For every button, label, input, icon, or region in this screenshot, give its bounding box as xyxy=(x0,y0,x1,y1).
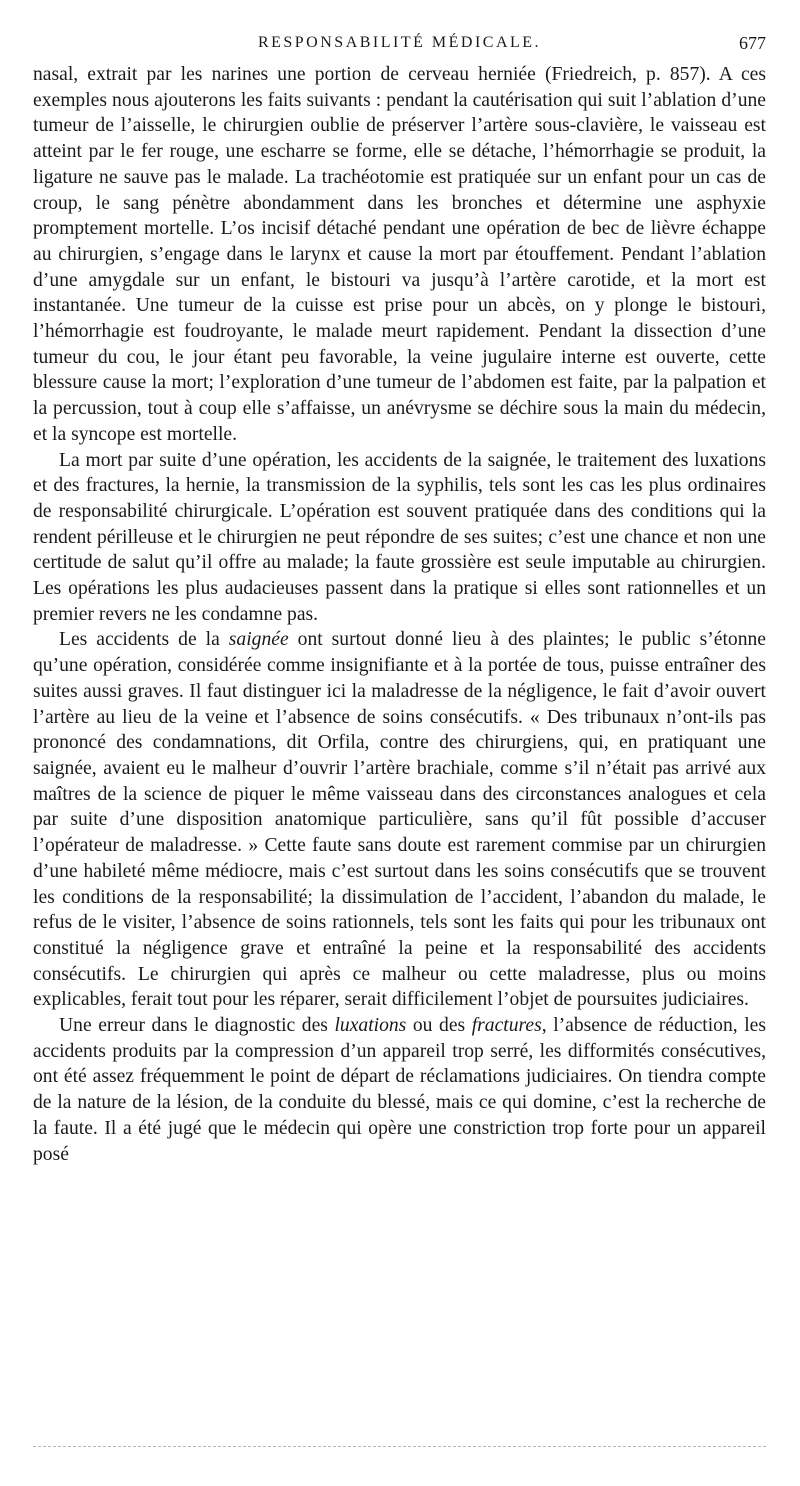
paragraph-4-rest: , l’absence de réduction, les accidents produits par la compression d’un appareil trop serré, les difformités consécutives, ont été assez fréquemment le point de départ de réclamations judiciaires. On tiendra compte de la nature de la lésion, de la conduite du blessé, mais ce qui domine, c’est la recherche de la faute. Il a été jugé que le médecin qui opère une constriction trop forte pour un appareil posé xyxy=(33,1015,766,1165)
paragraph-2 xyxy=(33,448,766,628)
paragraph-3-rest: ont surtout donné lieu à des plaintes; le public s’étonne qu’une opération, considérée comme insignifiante et à la portée de tous, puisse entraîner des suites aussi graves. Il faut distinguer ici la maladresse de la négligence, le fait d’avoir ouvert l’artère au lieu de la veine et l’absence de soins consécutifs. « Des tribunaux n’ont-ils pas prononcé des condamnations, dit Orfila, contre des chirurgiens, qui, en pratiquant une saignée, avaient eu le malheur d’ouvrir l’artère brachiale, comme s’il n’était pas arrivé aux maîtres de la science de piquer le même vaisseau dans des circonstances analogues et cela par suite d’une disposition anatomique particulière, sans qu’il fût possible d’accuser l’opérateur de maladresse. » Cette faute sans doute est rarement commise par un chirurgien d’une habileté même médiocre, mais c’est surtout dans les soins consécutifs que se trouvent les conditions de la responsabilité; la dissimulation de l’accident, l’abandon du malade, le refus de le visiter, l’absence de soins rationnels, tels sont les faits qui pour les tribunaux ont constitué la négligence grave et entraîné la peine et la responsabilité des accidents consécutifs. Le chirurgien qui après ce malheur ou cette maladresse, plus ou moins explicables, ferait tout pour les réparer, serait difficilement l’objet de poursuites judiciaires. xyxy=(33,629,766,1011)
running-header xyxy=(33,30,766,56)
footer-rule xyxy=(33,1446,766,1447)
italic-term-saignee: saignée xyxy=(228,629,289,651)
paragraph-2-text: La mort par suite d’une opération, les accidents de la saignée, le traitement des luxations et des fractures, la hernie, la transmission de la syphilis, tels sont les cas les plus ordinaires de responsabilité chirurgicale. L’opération est souvent pratiquée dans des conditions qui la rendent périlleuse et le chirurgien ne peut répondre de ses suites; c’est une chance et non une certitude de salut qu’il offre au malade; la faute grossière est seule imputable au chirurgien. Les opérations les plus audacieuses passent dans la pratique si elles sont rationnelles et un premier revers ne les condamne pas. xyxy=(33,449,766,625)
running-title: RESPONSABILITÉ MÉDICALE. xyxy=(257,34,542,51)
paragraph-1 xyxy=(33,62,766,448)
paragraph-4-lead: Une erreur dans le diagnostic des xyxy=(59,1015,335,1037)
italic-term-fractures: fractures xyxy=(471,1015,542,1037)
paragraph-3 xyxy=(33,627,766,1013)
italic-term-luxations: luxations xyxy=(334,1015,407,1037)
page-number: 677 xyxy=(739,33,766,53)
page-body xyxy=(33,62,766,1167)
paragraph-4-mid: ou des xyxy=(406,1015,472,1037)
paragraph-4 xyxy=(33,1013,766,1167)
paragraph-3-lead: Les accidents de la xyxy=(59,629,229,651)
paragraph-1-text: nasal, extrait par les narines une portion de cerveau herniée (Friedreich, p. 857). A ces exemples nous ajouterons les faits suivants : pendant la cautérisation qui suit l’ablation d’une tumeur de l’aisselle, le chirurgien oublie de préserver l’artère sous-clavière, le vaisseau est atteint par le fer rouge, une escharre se forme, elle se détache, l’hémorrhagie se produit, la ligature ne sauve pas le malade. La trachéotomie est pratiquée sur un enfant pour un cas de croup, le sang pénètre abondamment dans les bronches et détermine une asphyxie promptement mortelle. L’os incisif détaché pendant une opération de bec de lièvre échappe au chirurgien, s’engage dans le larynx et cause la mort par étouffement. Pendant l’ablation d’une amygdale sur un enfant, le bistouri va jusqu’à l’artère carotide, et la mort est instantanée. Une tumeur de la cuisse est prise pour un abcès, on y plonge le bistouri, l’hémorrhagie est foudroyante, le malade meurt rapidement. Pendant la dissection d’une tumeur du cou, le jour étant peu favorable, la veine jugulaire interne est ouverte, cette blessure cause la mort; l’exploration d’une tumeur de l’abdomen est faite, par la palpation et la percussion, tout à coup elle s’affaisse, un anévrysme se déchire sous la main du médecin, et la syncope est mortelle. xyxy=(33,64,766,445)
